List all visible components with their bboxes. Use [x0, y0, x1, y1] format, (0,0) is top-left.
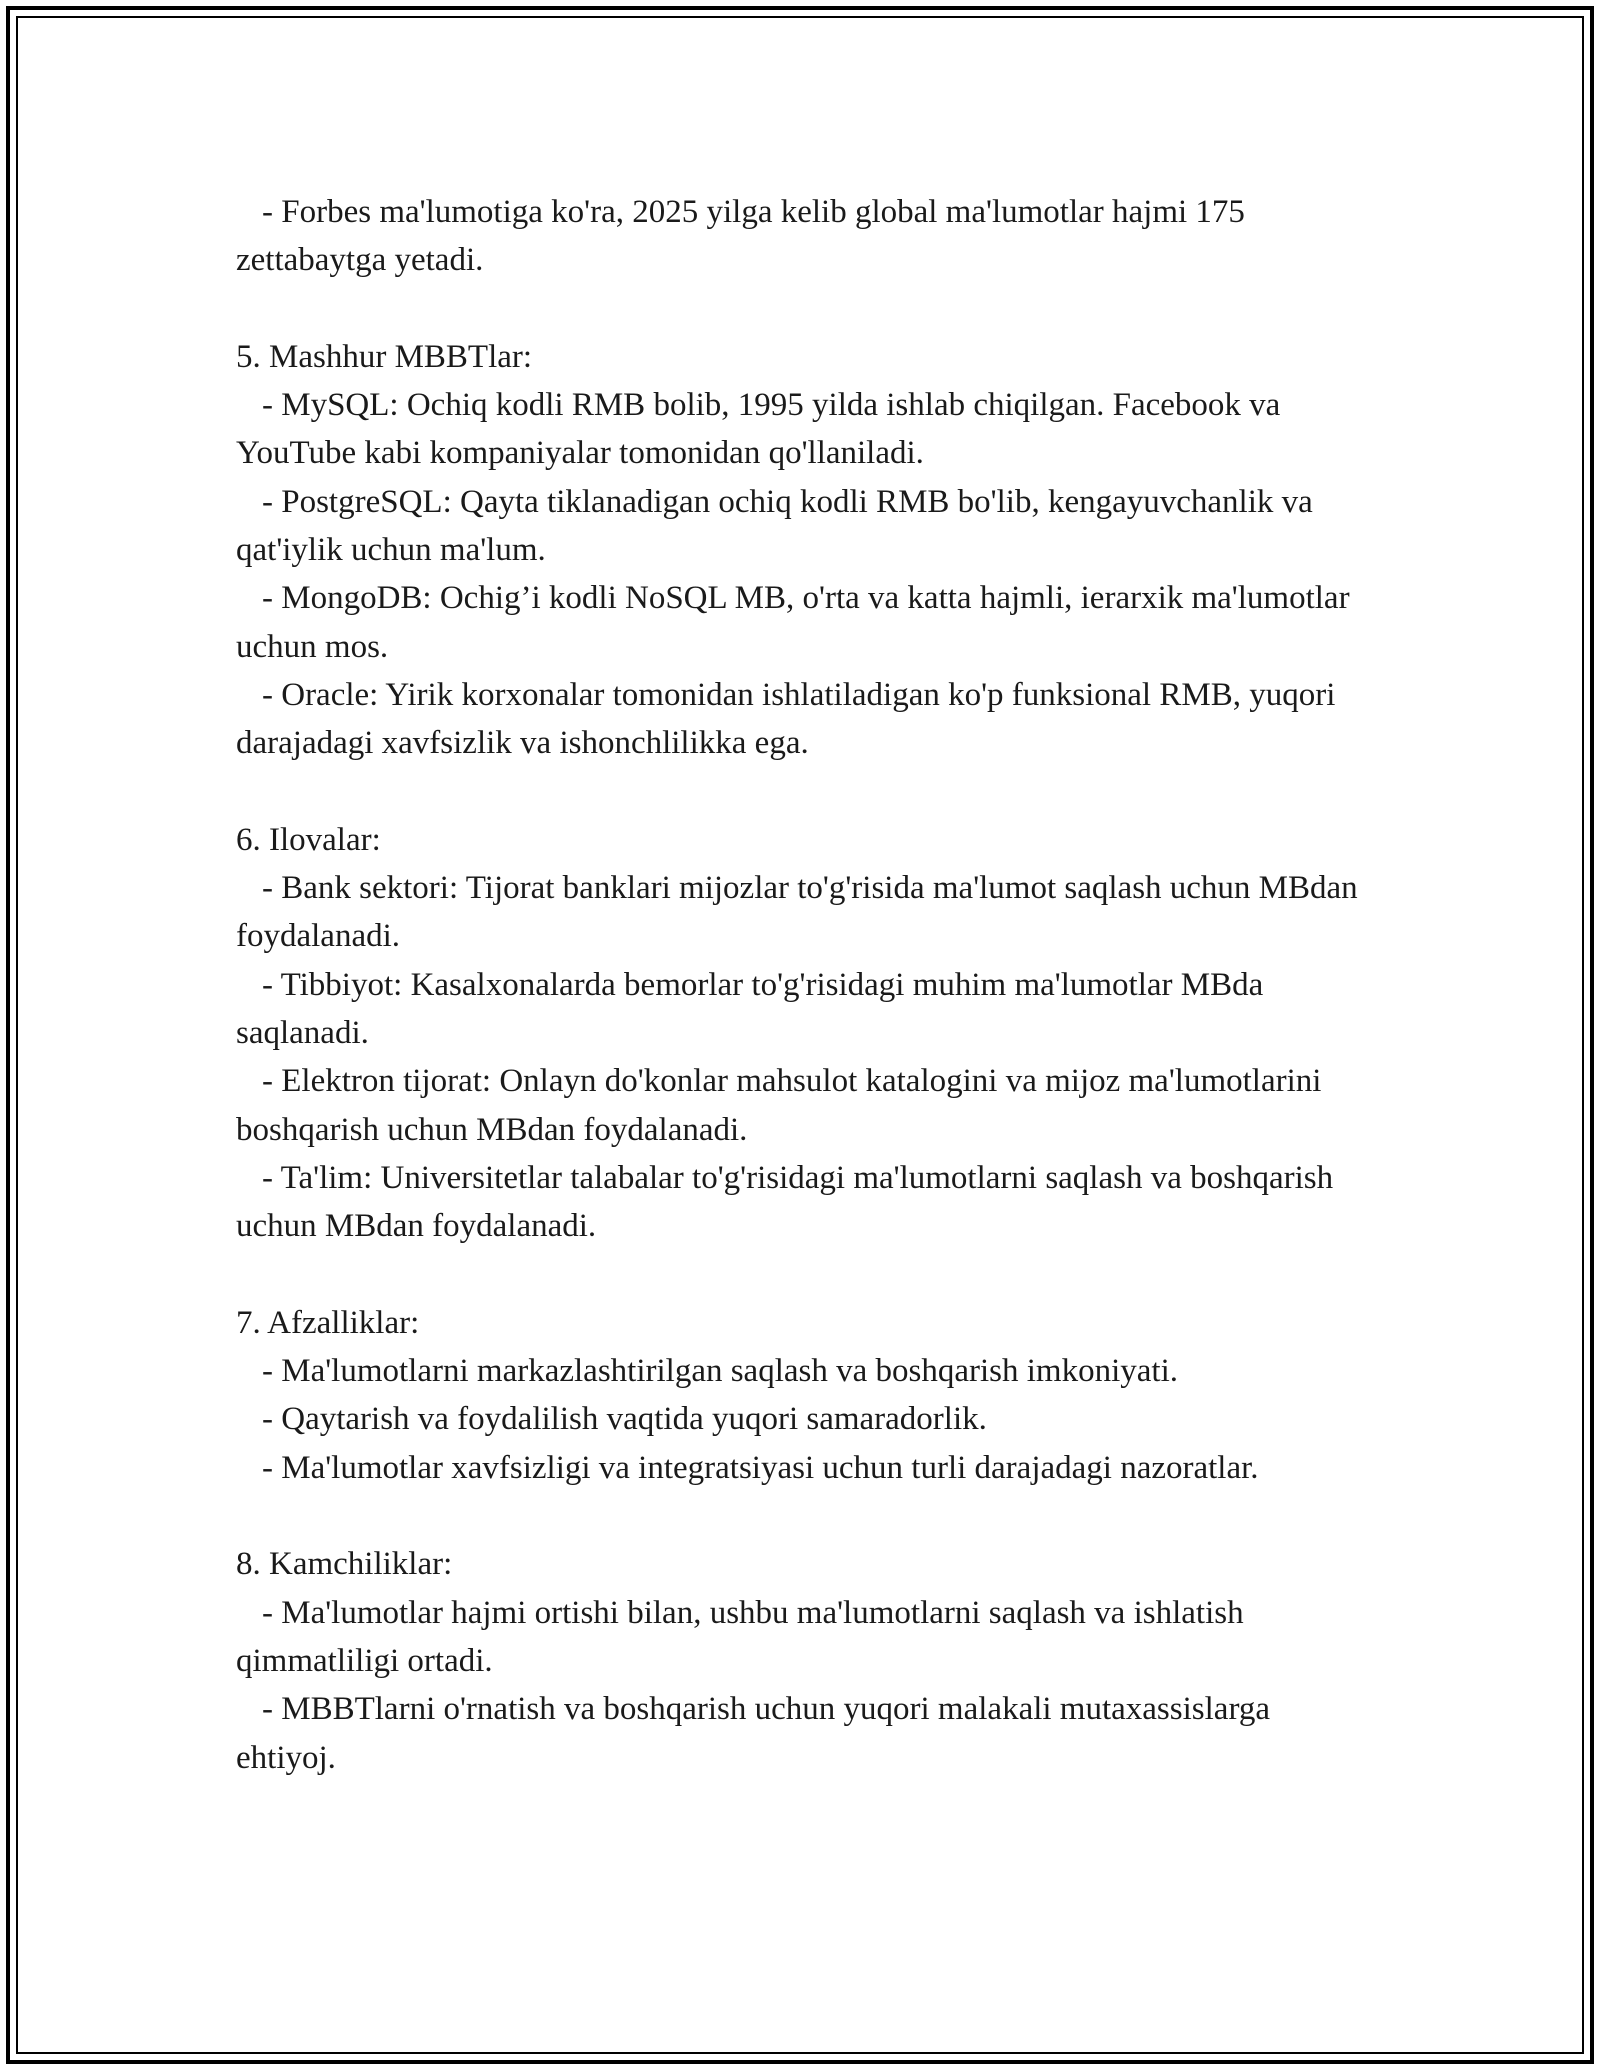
list-item: - Ma'lumotlarni markazlashtirilgan saqlash va boshqarish imkoniyati.: [262, 1353, 1178, 1390]
section-spacer: [236, 285, 1376, 333]
section-spacer: [236, 1492, 1376, 1540]
list-item: - PostgreSQL: Qayta tiklanadigan ochiq kodli RMB bo'lib, kengayuvchanlik va qat'iylik uchun ma'lum.: [236, 483, 1313, 569]
list-item: - MongoDB: Ochig’i kodli NoSQL MB, o'rta va katta hajmli, ierarxik ma'lumotlar uchun mos.: [236, 580, 1350, 665]
section-popular-dbms: [236, 333, 1376, 768]
list-item: - Elektron tijorat: Onlayn do'konlar mahsulot katalogini va mijoz ma'lumotlarini boshqarish uchun MBdan foydalanadi.: [236, 1063, 1322, 1148]
section-heading: 5. Mashhur MBBTlar:: [236, 338, 533, 375]
section-applications: [236, 816, 1376, 1251]
section-heading: 8. Kamchiliklar:: [236, 1546, 453, 1583]
intro-item: - Forbes ma'lumotiga ko'ra, 2025 yilga kelib global ma'lumotlar hajmi 175 zettabaytga yetadi.: [236, 194, 1245, 279]
list-item: - MySQL: Ochiq kodli RMB bolib, 1995 yilda ishlab chiqilgan. Facebook va YouTube kabi kompaniyalar tomonidan qo'llaniladi.: [236, 387, 1281, 472]
list-item: - Oracle: Yirik korxonalar tomonidan ishlatiladigan ko'p funksional RMB, yuqori darajadagi xavfsizlik va ishonchlilikka ega.: [236, 676, 1336, 762]
document-body: [236, 188, 1376, 1782]
section-spacer: [236, 768, 1376, 816]
list-item: - Ma'lumotlar hajmi ortishi bilan, ushbu ma'lumotlarni saqlash va ishlatish qimmatliligi ortadi.: [236, 1594, 1244, 1679]
list-item: - Tibbiyot: Kasalxonalarda bemorlar to'g'risidagi muhim ma'lumotlar MBda saqlanadi.: [236, 966, 1264, 1052]
list-item: - Ma'lumotlar xavfsizligi va integratsiyasi uchun turli darajadagi nazoratlar.: [262, 1449, 1259, 1486]
section-disadvantages: [236, 1540, 1376, 1781]
section-heading: 7. Afzalliklar:: [236, 1304, 420, 1341]
list-item: - Qaytarish va foydalilish vaqtida yuqori samaradorlik.: [262, 1401, 987, 1438]
list-item: - Ta'lim: Universitetlar talabalar to'g'risidagi ma'lumotlarni saqlash va boshqarish uchun MBdan foydalanadi.: [236, 1159, 1334, 1245]
section-advantages: [236, 1299, 1376, 1492]
list-item: - MBBTlarni o'rnatish va boshqarish uchun yuqori malakali mutaxassislarga ehtiyoj.: [236, 1691, 1270, 1776]
list-item: - Bank sektori: Tijorat banklari mijozlar to'g'risida ma'lumot saqlash uchun MBdan foydalanadi.: [236, 870, 1358, 955]
section-heading: 6. Ilovalar:: [236, 821, 381, 858]
section-spacer: [236, 1251, 1376, 1299]
